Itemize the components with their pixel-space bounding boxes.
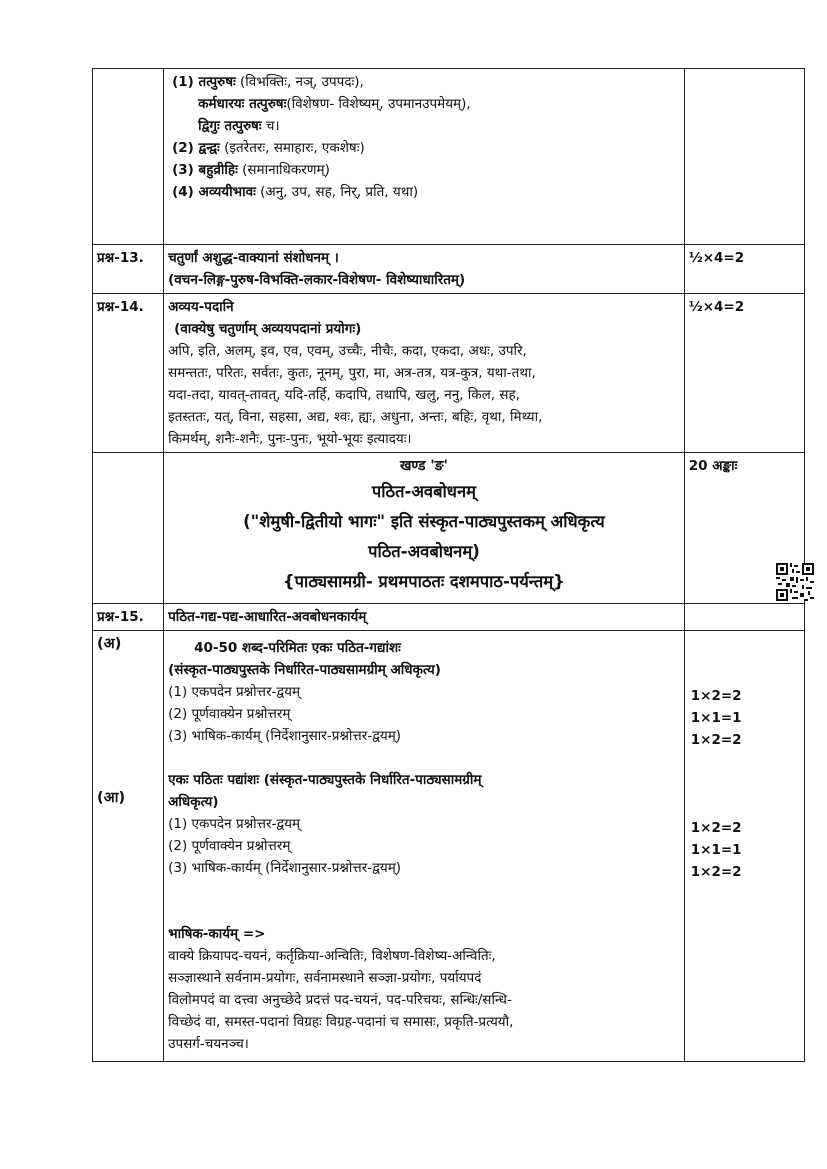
marks-column xyxy=(684,631,804,1062)
avyaya-line: किमर्थम्, शनैः-शनैः, पुनः-पुनः, भूयो-भूयः इत्यादयः। xyxy=(168,431,412,447)
content-cell xyxy=(164,631,685,1062)
avyaya-line: यदा-तदा, यावत्-तावत्, यदि-तर्हि, कदापि, तथापि, खलु, ननु, किल, सह, xyxy=(168,387,520,403)
padyansha-heading-cont: अधिकृत्य) xyxy=(168,794,219,810)
avyaya-line: इतस्ततः, यत्, विना, सहसा, अद्य, श्वः, ह्यः, अधुना, अन्तः, बहिः, वृथा, मिथ्या, xyxy=(168,409,543,425)
section-marks: 20 अङ्काः xyxy=(684,453,804,604)
table-row-q13 xyxy=(93,245,805,294)
padyansha-heading: एकः पठितः पद्यांशः (संस्कृत-पाठ्यपुस्तके निर्धारित-पाठ्यसामग्रीम् xyxy=(168,772,482,788)
padyansha-item: (3) भाषिक-कार्यम् (निर्देशानुसार-प्रश्नोत्तर-द्वयम्) xyxy=(168,860,402,876)
content-cell xyxy=(164,69,685,245)
content-cell xyxy=(164,294,685,453)
bhashik-line: उपसर्ग-चयनञ्च। xyxy=(168,1036,249,1052)
samasa-item: कर्मधारयः तत्पुरुषः(विशेषण- विशेष्यम्, उपमानउपमेयम्), xyxy=(198,96,471,112)
bhashik-line: सञ्ज्ञास्थाने सर्वनाम-प्रयोगः, सर्वनामस्थाने सञ्ज्ञा-प्रयोगः, पर्यायपदं xyxy=(168,970,482,986)
table-row-section xyxy=(93,453,805,604)
section-title: खण्ड 'ङ' xyxy=(399,458,448,474)
section-note: ("शेमुषी-द्वितीयो भागः" इति संस्कृत-पाठ्यपुस्तकम् अधिकृत्य xyxy=(243,512,605,531)
marks-cell xyxy=(684,69,804,245)
q13-title: चतुर्णां अशुद्ध-वाक्यानां संशोधनम् । xyxy=(168,250,339,266)
marks-value: 1×2=2 xyxy=(690,864,742,880)
bhashik-line: विच्छेदं वा, समस्त-पदानां विग्रहः विग्रह-पदानां च समासः, प्रकृति-प्रत्ययौ, xyxy=(168,1014,514,1030)
table-row-q14 xyxy=(93,294,805,453)
marks-value: 1×2=2 xyxy=(690,732,742,748)
table-row-samasa xyxy=(93,69,805,245)
marks-value: 1×1=1 xyxy=(690,842,742,858)
syllabus-table xyxy=(92,68,805,1062)
question-number: प्रश्न-14. xyxy=(93,294,164,453)
qr-code-icon xyxy=(776,563,814,601)
qno-cell xyxy=(93,453,164,604)
marks-value: ½×4=2 xyxy=(684,294,804,453)
qno-cell xyxy=(93,69,164,245)
q14-subtitle: (वाक्येषु चतुर्णाम् अव्ययपदानां प्रयोगः) xyxy=(174,321,362,337)
section-note: पठित-अवबोधनम्) xyxy=(368,542,480,561)
subpart-label-b: (आ) xyxy=(97,790,126,806)
q14-title: अव्यय-पदानि xyxy=(168,299,234,315)
bhashik-line: विलोमपदं वा दत्त्वा अनुच्छेदे प्रदत्तं पद-चयनं, पद-परिचयः, सन्धिः/सन्धि- xyxy=(168,992,512,1008)
section-heading-cell xyxy=(164,453,685,604)
marks-value: 1×2=2 xyxy=(690,688,742,704)
samasa-item: (1) तत्पुरुषः (विभक्तिः, नञ्, उपपदः), xyxy=(172,74,364,90)
marks-value: 1×1=1 xyxy=(690,710,742,726)
padyansha-item: (2) पूर्णवाक्येन प्रश्नोत्तरम् xyxy=(168,838,291,854)
padyansha-item: (1) एकपदेन प्रश्नोत्तर-द्वयम् xyxy=(168,816,301,832)
q15-heading: पठित-गद्य-पद्य-आधारित-अवबोधनकार्यम् xyxy=(164,604,685,631)
gadyansha-item: (3) भाषिक-कार्यम् (निर्देशानुसार-प्रश्नोत्तर-द्वयम्) xyxy=(168,728,402,744)
avyaya-line: समन्ततः, परितः, सर्वतः, कुतः, नूनम्, पुरा, मा, अत्र-तत्र, यत्र-कुत्र, यथा-तथा, xyxy=(168,365,536,381)
section-subtitle: पठित-अवबोधनम् xyxy=(371,482,476,501)
samasa-item: (2) द्वन्द्वः (इतरेतरः, समाहारः, एकशेषः) xyxy=(172,140,365,156)
table-row-q15-body xyxy=(93,631,805,1062)
bhashik-line: वाक्ये क्रियापद-चयनं, कर्तृक्रिया-अन्वितिः, विशेषण-विशेष्य-अन्वितिः, xyxy=(168,948,496,964)
question-number: प्रश्न-13. xyxy=(93,245,164,294)
content-cell xyxy=(164,245,685,294)
question-number: प्रश्न-15. xyxy=(93,604,164,631)
samasa-item: (4) अव्ययीभावः (अनु, उप, सह, निर्, प्रति, यथा) xyxy=(172,184,419,200)
gadyansha-heading: 40-50 शब्द-परिमितः एकः पठित-गद्यांशः xyxy=(194,640,401,656)
section-syllabus-range: {पाठ्यसामग्री- प्रथमपाठतः दशमपाठ-पर्यन्तम्} xyxy=(282,572,565,591)
marks-cell xyxy=(684,604,804,631)
samasa-item: (3) बहुव्रीहिः (समानाधिकरणम्) xyxy=(172,162,330,178)
gadyansha-item: (2) पूर्णवाक्येन प्रश्नोत्तरम् xyxy=(168,706,291,722)
gadyansha-note: (संस्कृत-पाठ्यपुस्तके निर्धारित-पाठ्यसामग्रीम् अधिकृत्य) xyxy=(168,662,441,678)
subpart-labels xyxy=(93,631,164,1062)
subpart-label-a: (अ) xyxy=(97,636,122,652)
gadyansha-item: (1) एकपदेन प्रश्नोत्तर-द्वयम् xyxy=(168,684,301,700)
samasa-item: द्विगुः तत्पुरुषः च। xyxy=(198,118,280,134)
avyaya-line: अपि, इति, अलम्, इव, एव, एवम्, उच्चैः, नीचैः, कदा, एकदा, अधः, उपरि, xyxy=(168,343,527,359)
marks-value: 1×2=2 xyxy=(690,820,742,836)
marks-value: ½×4=2 xyxy=(684,245,804,294)
bhashik-heading: भाषिक-कार्यम् => xyxy=(168,926,266,942)
table-row-q15 xyxy=(93,604,805,631)
q13-subtitle: (वचन-लिङ्ग-पुरुष-विभक्ति-लकार-विशेषण- विशेष्याधारितम्) xyxy=(168,272,466,288)
